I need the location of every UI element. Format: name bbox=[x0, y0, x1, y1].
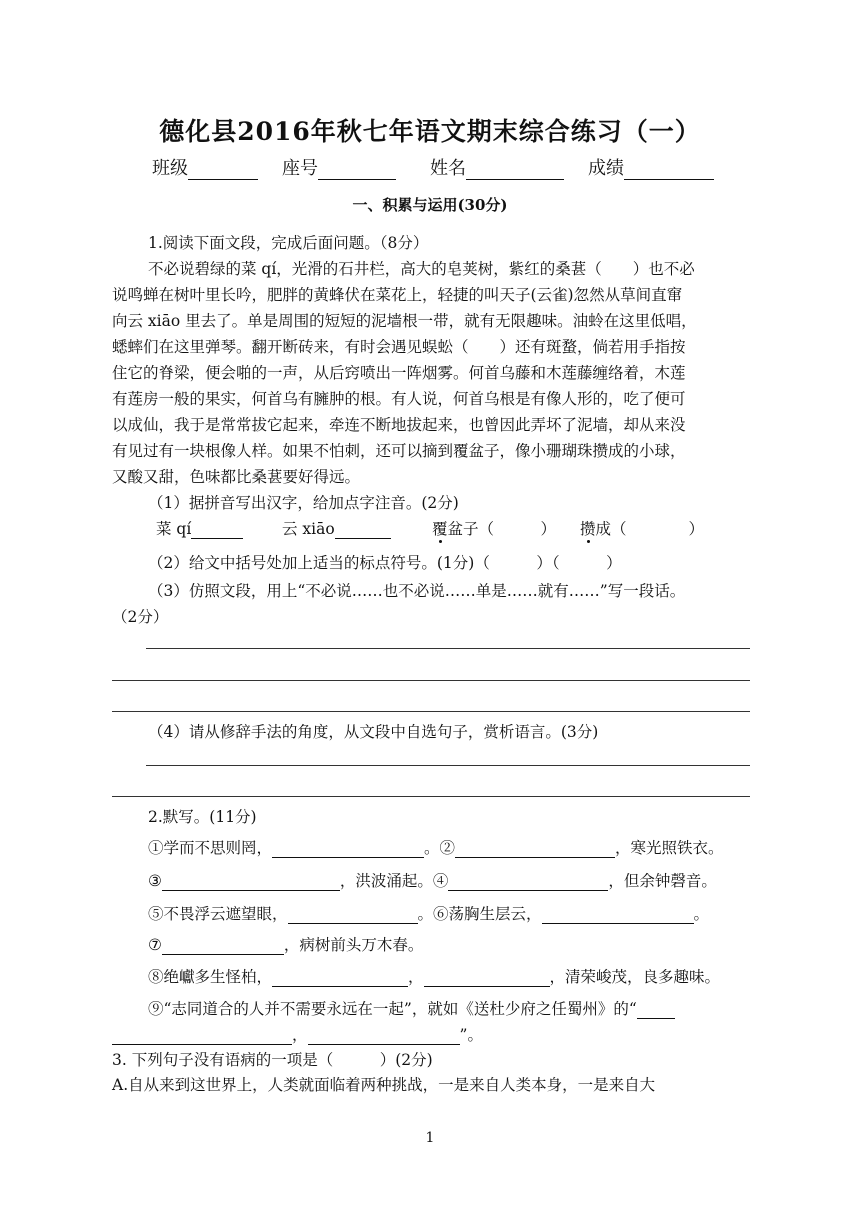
answer-line[interactable] bbox=[112, 796, 750, 797]
section-heading: 一、积累与运用(30分) bbox=[352, 196, 508, 214]
class-label: 班级 bbox=[152, 158, 188, 179]
passage-line: 向云 xiāo 里去了。单是周围的短短的泥墙根一带，就有无限趣味。油蛉在这里低唱， bbox=[112, 312, 697, 330]
passage-line: 说鸣蝉在树叶里长吟，肥胖的黄蜂伏在菜花上，轻捷的叫天子(云雀)忽然从草间直窜 bbox=[112, 286, 683, 304]
passage-line: 以成仙，我于是常常拔它起来，牵连不断地拔起来，也曾因此弄坏了泥墙，却从来没 bbox=[112, 416, 686, 434]
score-label: 成绩 bbox=[588, 158, 624, 179]
answer-item-fu: 覆盆子（ ） bbox=[432, 520, 557, 538]
score-blank[interactable] bbox=[624, 161, 714, 180]
sub-question-4: （4）请从修辞手法的角度，从文段中自选句子，赏析语言。(3分) bbox=[148, 723, 599, 741]
answer-blank[interactable] bbox=[637, 1003, 675, 1019]
passage-line: 有见过有一块根像人样。如果不怕刺，还可以摘到覆盆子，像小珊瑚珠攒成的小球， bbox=[112, 442, 686, 460]
dotted-char: 攒 bbox=[580, 520, 596, 538]
page-number: 1 bbox=[425, 1130, 435, 1146]
answer-blank[interactable] bbox=[288, 908, 418, 924]
name-blank[interactable] bbox=[466, 161, 564, 180]
option-a: A.自从来到这世界上，人类就面临着两种挑战，一是来自人类本身，一是来自大 bbox=[112, 1076, 656, 1094]
passage-line: 不必说碧绿的菜 qí，光滑的石井栏，高大的皂荚树，紫红的桑葚（ ）也不必 bbox=[148, 260, 695, 278]
dictation-line: ⑨“志同道合的人并不需要永远在一起”，就如《送杜少府之任蜀州》的“ bbox=[148, 997, 788, 1019]
passage-line: 蟋蟀们在这里弹琴。翻开断砖来，有时会遇见蜈蚣（ ）还有斑蝥，倘若用手指按 bbox=[112, 338, 686, 356]
answer-blank[interactable] bbox=[448, 875, 608, 891]
sub-question-1: （1）据拼音写出汉字，给加点字注音。(2分) bbox=[148, 494, 459, 512]
name-field bbox=[430, 154, 564, 180]
dictation-line: ⑦ ，病树前头万木春。 bbox=[148, 936, 424, 954]
passage-line: 住它的脊梁，便会啪的一声，从后窍喷出一阵烟雾。何首乌藤和木莲藤缠络着，木莲 bbox=[112, 364, 686, 382]
answer-line[interactable] bbox=[146, 765, 750, 766]
answer-blank[interactable] bbox=[272, 842, 424, 858]
question-1-stem: 1.阅读下面文段，完成后面问题。（8分） bbox=[148, 234, 429, 252]
dictation-line: ， ”。 bbox=[112, 1023, 752, 1045]
class-blank[interactable] bbox=[188, 161, 258, 180]
answer-line[interactable] bbox=[112, 711, 750, 712]
question-3-stem: 3. 下列句子没有语病的一项是（ ）(2分) bbox=[112, 1051, 433, 1069]
answer-blank[interactable] bbox=[542, 908, 694, 924]
passage-line: 又酸又甜，色味都比桑葚要好得远。 bbox=[112, 468, 361, 486]
answer-line[interactable] bbox=[112, 680, 750, 681]
dictation-line: ①学而不思则罔， 。② ，寒光照铁衣。 bbox=[148, 839, 724, 857]
seat-field bbox=[282, 154, 396, 180]
answer-blank[interactable] bbox=[162, 939, 284, 955]
answer-blank[interactable] bbox=[112, 1029, 292, 1045]
dotted-char: 覆 bbox=[432, 520, 448, 538]
sub-question-2: （2）给文中括号处加上适当的标点符号。(1分)（ ）（ ） bbox=[148, 554, 622, 572]
score-field bbox=[588, 154, 714, 180]
answer-blank[interactable] bbox=[335, 523, 391, 539]
sub-question-3: （3）仿照文段，用上“不必说……也不必说……单是……就有……”写一段话。 bbox=[148, 582, 686, 600]
answer-line[interactable] bbox=[146, 648, 750, 649]
answer-blank[interactable] bbox=[455, 842, 615, 858]
answer-blank[interactable] bbox=[272, 971, 408, 987]
answer-blank[interactable] bbox=[191, 523, 243, 539]
dictation-line: ⑤不畏浮云遮望眼， 。⑥荡胸生层云， 。 bbox=[148, 905, 710, 923]
answer-blank[interactable] bbox=[424, 971, 550, 987]
page-title: 德化县2016年秋七年语文期末综合练习（一） bbox=[159, 117, 701, 146]
answer-item-xiao: 云 xiāo bbox=[282, 517, 860, 539]
answer-blank[interactable] bbox=[308, 1029, 460, 1045]
dictation-line: ③ ，洪波涌起。④ ，但余钟磬音。 bbox=[148, 872, 717, 890]
class-field bbox=[152, 154, 258, 180]
sub-question-3-points: （2分） bbox=[112, 608, 169, 626]
question-2-stem: 2.默写。(11分) bbox=[148, 808, 257, 826]
answer-item-zan: 攒成（ ） bbox=[580, 520, 705, 538]
name-label: 姓名 bbox=[430, 158, 466, 179]
answer-blank[interactable] bbox=[162, 875, 340, 891]
dictation-line: ⑧绝巘多生怪柏， ， ，清荣峻茂，良多趣味。 bbox=[148, 968, 721, 986]
answer-item-qi: 菜 qí bbox=[156, 517, 796, 539]
passage-line: 有莲房一般的果实，何首乌有臃肿的根。有人说，何首乌根是有像人形的，吃了便可 bbox=[112, 390, 686, 408]
seat-blank[interactable] bbox=[318, 161, 396, 180]
seat-label: 座号 bbox=[282, 158, 318, 179]
